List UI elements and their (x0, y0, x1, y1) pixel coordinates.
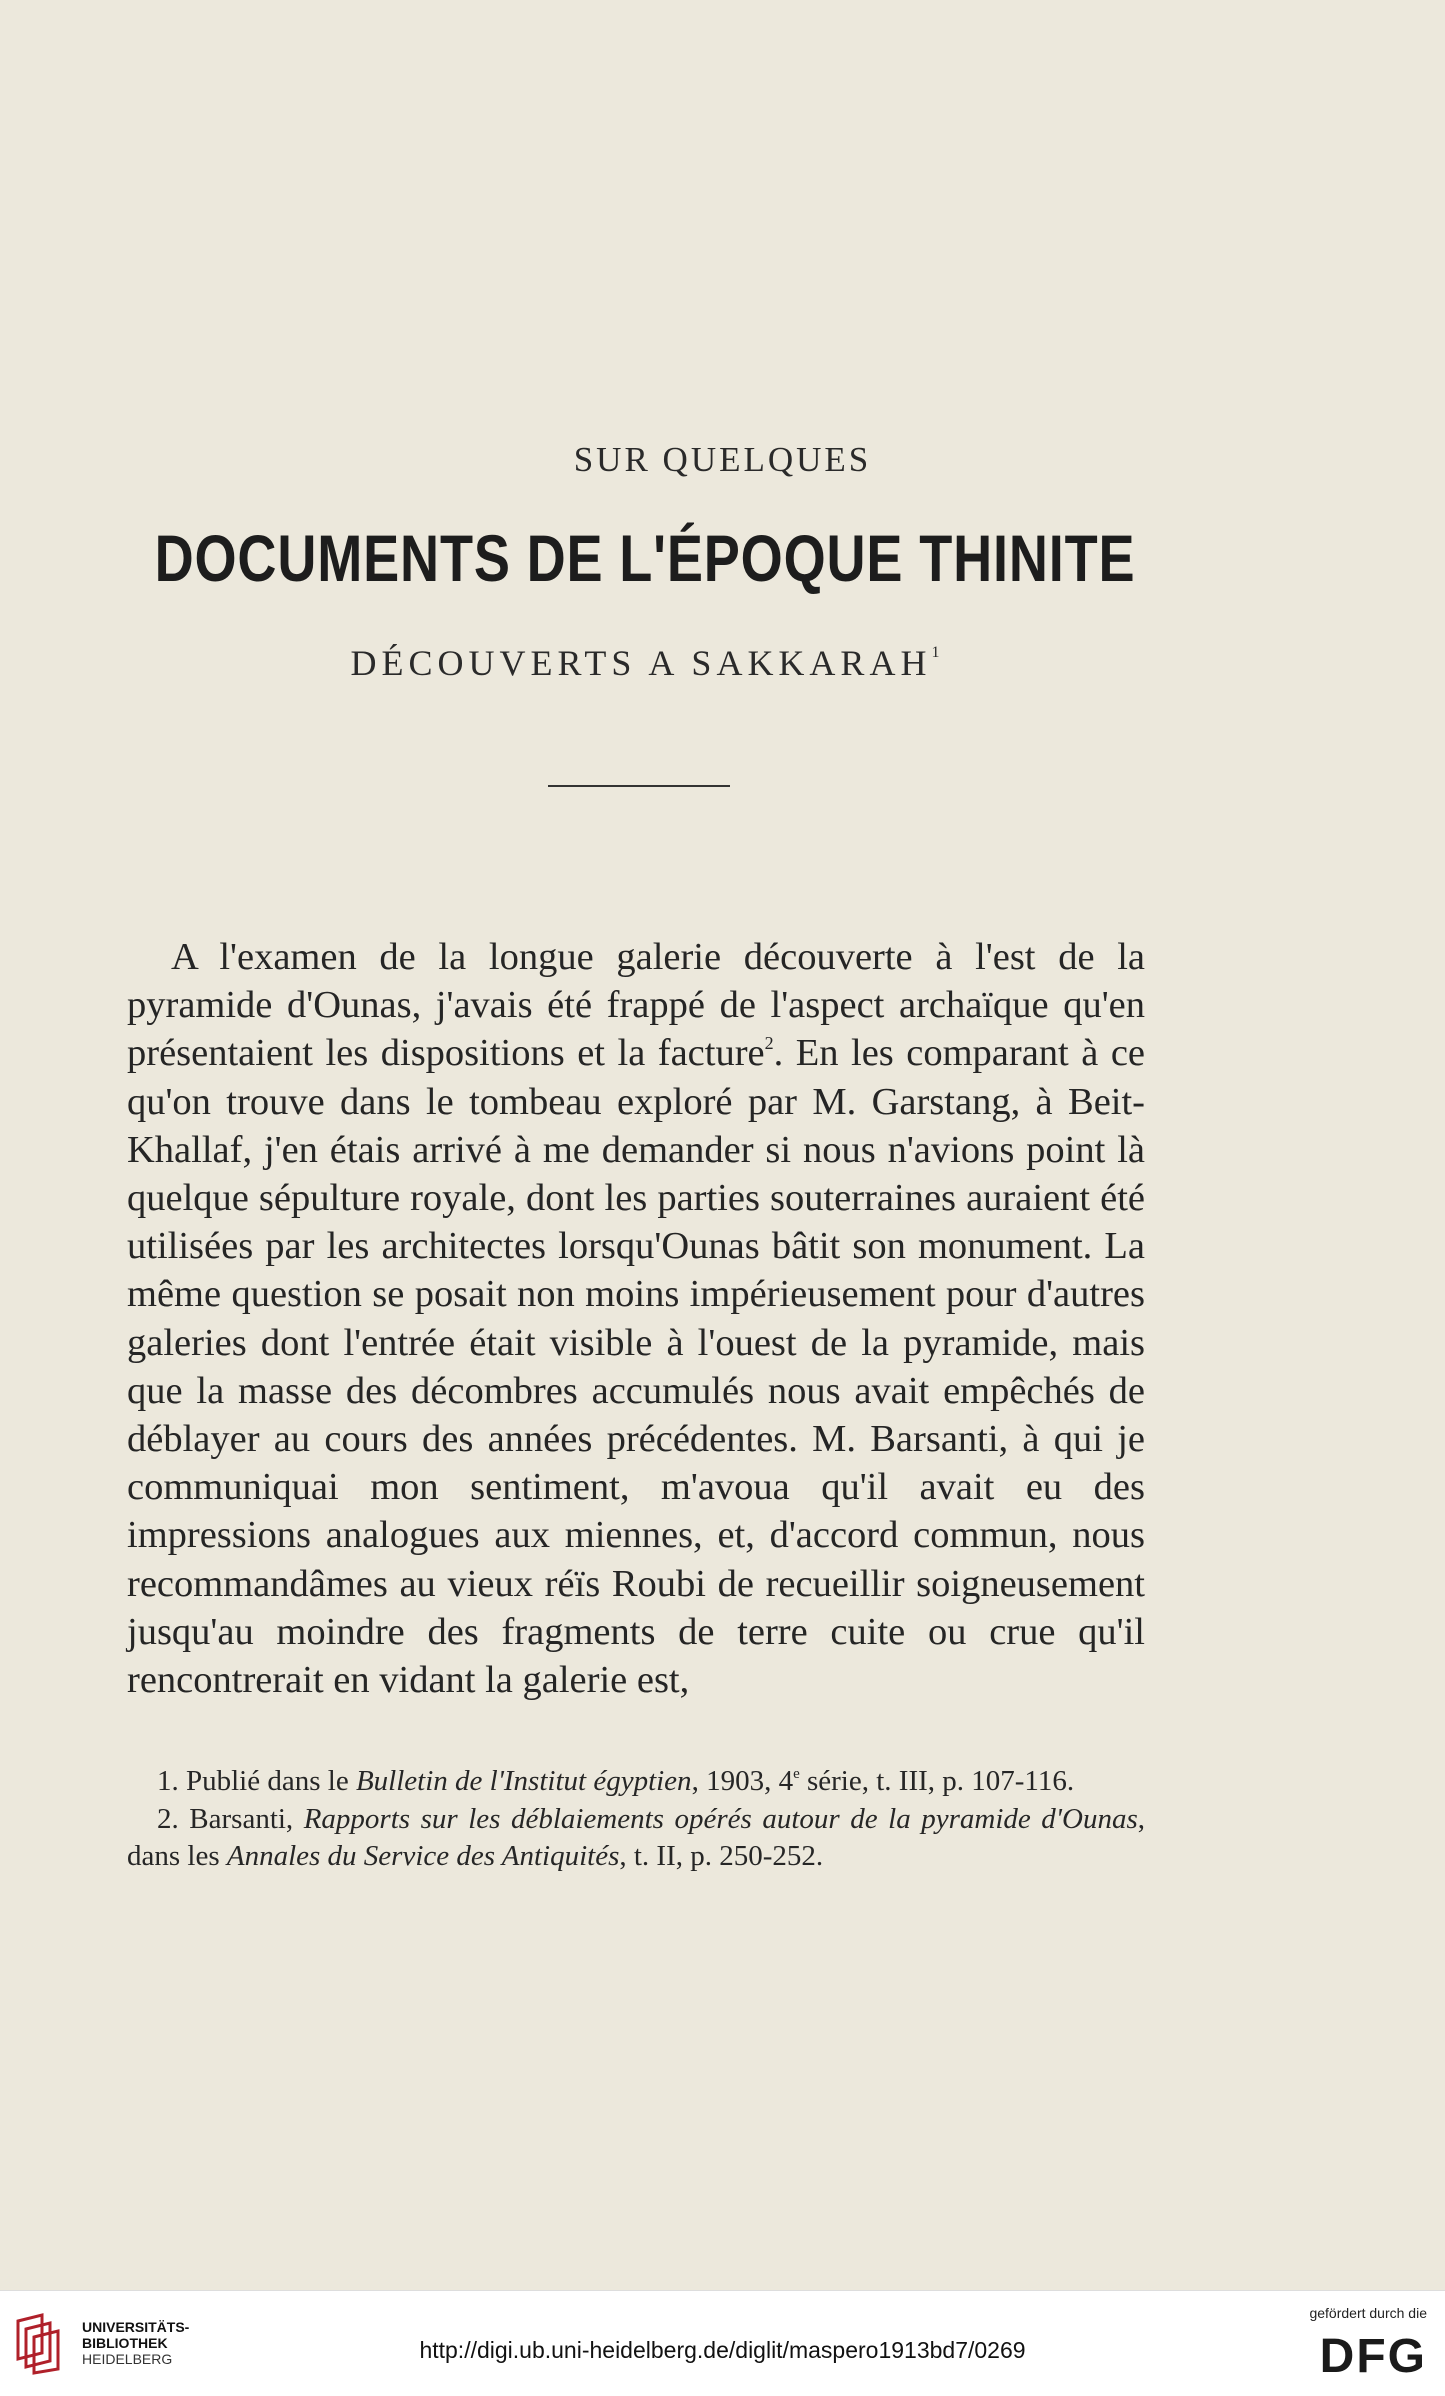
footnote-ref-2: 2 (764, 1033, 774, 1054)
footnote-1-sup: e (793, 1766, 800, 1782)
title-prefix: SUR QUELQUES (573, 440, 872, 479)
title-suffix-text: DÉCOUVERTS A SAKKARAH (350, 643, 932, 683)
footnotes (127, 1763, 1145, 1876)
library-name-line2: BIBLIOTHEK (82, 2335, 168, 2351)
footnote-1-title: Bulletin de l'Institut égyptien (355, 1765, 692, 1797)
library-name-line3: HEIDELBERG (82, 2351, 173, 2367)
body-paragraph (127, 933, 1145, 1704)
page-title: DOCUMENTS DE L'ÉPOQUE THINITE (154, 521, 1136, 595)
footnote-2 (127, 1801, 1145, 1876)
footnote-2-title: Rapports sur les déblaiements opérés autour de la pyramide d'Ounas (303, 1802, 1138, 1835)
title-suffix (0, 642, 1290, 684)
title-divider (548, 785, 730, 787)
viewer-footer (0, 2290, 1445, 2396)
footnote-2-journal: Annales du Service des Antiquités (226, 1840, 620, 1872)
footnote-1-text-a: 1. Publié dans le (157, 1765, 356, 1797)
body-text-part1: A l'examen de la longue galerie découverte à l'est de la pyramide d'Ounas, j'avais été frappé de l'aspect archaïque qu'en présentaient les dispositions et la facture (127, 936, 1145, 1075)
funding-label: gefördert durch die (1309, 2305, 1427, 2321)
permalink-url[interactable]: http://digi.ub.uni-heidelberg.de/diglit/maspero1913bd7/0269 (419, 2337, 1026, 2363)
footnote-2-text-c: , dans les (127, 1802, 1145, 1872)
footnote-1 (127, 1763, 1145, 1801)
footnote-2-text-a: 2. Barsanti, (157, 1802, 304, 1835)
library-name-line1: UNIVERSITÄTS- (82, 2319, 190, 2335)
footnote-1-text-c: , 1903, 4 (691, 1765, 794, 1797)
title-footnote-ref: 1 (931, 644, 940, 661)
footnote-2-text-e: , t. II, p. 250-252. (619, 1840, 824, 1872)
footnote-1-text-d: série, t. III, p. 107-116. (799, 1765, 1075, 1797)
body-text-part2: . En les comparant à ce qu'on trouve dans le tombeau exploré par M. Garstang, à Beit-Khallaf, j'en étais arrivé à me demander si nous n'avions point là quelque sépulture royale, dont les parties souterraines auraient été utilisées par les architectes lorsqu'Ounas bâtit son monument. La même question se posait non moins impérieusement pour d'autres galeries dont l'entrée était visible à l'ouest de la pyramide, mais que la masse des décombres accumulés nous avait empêchés de déblayer au cours des années précédentes. M. Barsanti, à qui je communiquai mon sentiment, m'avoua qu'il avait eu des impressions analogues aux miennes, et, d'accord commun, nous recommandâmes au vieux réïs Roubi de recueillir soigneusement jusqu'au moindre des fragments de terre cuite ou crue qu'il rencontrerait en vidant la galerie est, (127, 1032, 1146, 1702)
dfg-logo: DFG (1319, 2330, 1427, 2383)
